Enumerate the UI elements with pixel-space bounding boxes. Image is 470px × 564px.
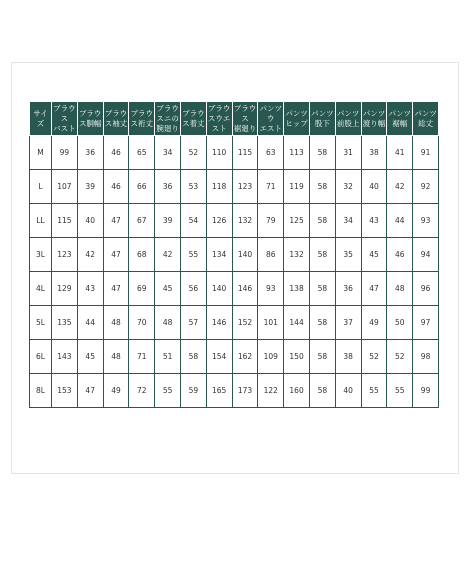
measurement-cell: 50 bbox=[387, 306, 413, 340]
size-chart-table bbox=[29, 101, 439, 408]
measurement-cell: 67 bbox=[129, 204, 155, 238]
header-blouse-yuki-length: ブラウ ス裄丈 bbox=[129, 102, 155, 136]
measurement-cell: 115 bbox=[52, 204, 78, 238]
measurement-cell: 86 bbox=[258, 238, 284, 272]
measurement-cell: 31 bbox=[335, 136, 361, 170]
header-pants-waist: パンツウ エスト bbox=[258, 102, 284, 136]
measurement-cell: 91 bbox=[413, 136, 439, 170]
measurement-cell: 98 bbox=[413, 340, 439, 374]
header-blouse-hem: ブラウス 裾廻り bbox=[232, 102, 258, 136]
measurement-cell: 46 bbox=[103, 170, 129, 204]
table-row bbox=[30, 374, 439, 408]
measurement-cell: 55 bbox=[155, 374, 181, 408]
measurement-cell: 58 bbox=[309, 238, 335, 272]
measurement-cell: 109 bbox=[258, 340, 284, 374]
measurement-cell: 48 bbox=[387, 272, 413, 306]
measurement-cell: 58 bbox=[309, 340, 335, 374]
measurement-cell: 40 bbox=[335, 374, 361, 408]
measurement-cell: 40 bbox=[361, 170, 387, 204]
measurement-cell: 115 bbox=[232, 136, 258, 170]
header-pants-inseam: パンツ 股下 bbox=[309, 102, 335, 136]
size-label-cell: 6L bbox=[30, 340, 52, 374]
measurement-cell: 125 bbox=[284, 204, 310, 238]
measurement-cell: 42 bbox=[77, 238, 103, 272]
measurement-cell: 173 bbox=[232, 374, 258, 408]
measurement-cell: 122 bbox=[258, 374, 284, 408]
measurement-cell: 70 bbox=[129, 306, 155, 340]
measurement-cell: 118 bbox=[206, 170, 232, 204]
measurement-cell: 144 bbox=[284, 306, 310, 340]
measurement-cell: 107 bbox=[52, 170, 78, 204]
measurement-cell: 146 bbox=[206, 306, 232, 340]
header-size: サイズ bbox=[30, 102, 52, 136]
measurement-cell: 113 bbox=[284, 136, 310, 170]
measurement-cell: 92 bbox=[413, 170, 439, 204]
measurement-cell: 132 bbox=[232, 204, 258, 238]
measurement-cell: 71 bbox=[258, 170, 284, 204]
measurement-cell: 47 bbox=[103, 272, 129, 306]
measurement-cell: 55 bbox=[361, 374, 387, 408]
measurement-cell: 42 bbox=[387, 170, 413, 204]
measurement-cell: 38 bbox=[361, 136, 387, 170]
measurement-cell: 47 bbox=[361, 272, 387, 306]
measurement-cell: 39 bbox=[77, 170, 103, 204]
measurement-cell: 34 bbox=[335, 204, 361, 238]
measurement-cell: 45 bbox=[77, 340, 103, 374]
measurement-cell: 43 bbox=[361, 204, 387, 238]
measurement-cell: 160 bbox=[284, 374, 310, 408]
measurement-cell: 58 bbox=[309, 272, 335, 306]
header-blouse-length: ブラウ ス着丈 bbox=[180, 102, 206, 136]
measurement-cell: 97 bbox=[413, 306, 439, 340]
measurement-cell: 99 bbox=[52, 136, 78, 170]
measurement-cell: 44 bbox=[77, 306, 103, 340]
measurement-cell: 162 bbox=[232, 340, 258, 374]
header-row bbox=[30, 102, 439, 136]
measurement-cell: 96 bbox=[413, 272, 439, 306]
size-label-cell: 8L bbox=[30, 374, 52, 408]
measurement-cell: 123 bbox=[232, 170, 258, 204]
measurement-cell: 57 bbox=[180, 306, 206, 340]
size-label-cell: L bbox=[30, 170, 52, 204]
measurement-cell: 51 bbox=[155, 340, 181, 374]
measurement-cell: 126 bbox=[206, 204, 232, 238]
table-row bbox=[30, 272, 439, 306]
header-blouse-bust: ブラウス バスト bbox=[52, 102, 78, 136]
measurement-cell: 32 bbox=[335, 170, 361, 204]
measurement-cell: 110 bbox=[206, 136, 232, 170]
measurement-cell: 138 bbox=[284, 272, 310, 306]
header-pants-total-length: パンツ 総丈 bbox=[413, 102, 439, 136]
measurement-cell: 56 bbox=[180, 272, 206, 306]
header-blouse-upper-arm: ブラウ スニの 腕廻り bbox=[155, 102, 181, 136]
measurement-cell: 48 bbox=[155, 306, 181, 340]
measurement-cell: 58 bbox=[309, 170, 335, 204]
measurement-cell: 101 bbox=[258, 306, 284, 340]
measurement-cell: 47 bbox=[103, 204, 129, 238]
measurement-cell: 55 bbox=[387, 374, 413, 408]
measurement-cell: 150 bbox=[284, 340, 310, 374]
measurement-cell: 55 bbox=[180, 238, 206, 272]
measurement-cell: 42 bbox=[155, 238, 181, 272]
measurement-cell: 146 bbox=[232, 272, 258, 306]
size-label-cell: 3L bbox=[30, 238, 52, 272]
measurement-cell: 46 bbox=[103, 136, 129, 170]
measurement-cell: 48 bbox=[103, 340, 129, 374]
measurement-cell: 47 bbox=[103, 238, 129, 272]
measurement-cell: 153 bbox=[52, 374, 78, 408]
measurement-cell: 143 bbox=[52, 340, 78, 374]
measurement-cell: 49 bbox=[103, 374, 129, 408]
measurement-cell: 43 bbox=[77, 272, 103, 306]
table-row bbox=[30, 170, 439, 204]
measurement-cell: 134 bbox=[206, 238, 232, 272]
header-blouse-waist: ブラウ スウエ スト bbox=[206, 102, 232, 136]
measurement-cell: 58 bbox=[309, 204, 335, 238]
table-body bbox=[30, 136, 439, 408]
measurement-cell: 165 bbox=[206, 374, 232, 408]
measurement-cell: 41 bbox=[387, 136, 413, 170]
measurement-cell: 53 bbox=[180, 170, 206, 204]
measurement-cell: 66 bbox=[129, 170, 155, 204]
measurement-cell: 58 bbox=[180, 340, 206, 374]
measurement-cell: 58 bbox=[309, 306, 335, 340]
size-label-cell: M bbox=[30, 136, 52, 170]
measurement-cell: 132 bbox=[284, 238, 310, 272]
measurement-cell: 79 bbox=[258, 204, 284, 238]
measurement-cell: 69 bbox=[129, 272, 155, 306]
measurement-cell: 59 bbox=[180, 374, 206, 408]
measurement-cell: 44 bbox=[387, 204, 413, 238]
header-blouse-body-width: ブラウ ス胴幅 bbox=[77, 102, 103, 136]
measurement-cell: 37 bbox=[335, 306, 361, 340]
measurement-cell: 140 bbox=[206, 272, 232, 306]
measurement-cell: 123 bbox=[52, 238, 78, 272]
measurement-cell: 58 bbox=[309, 374, 335, 408]
header-pants-front-rise: パンツ 前股上 bbox=[335, 102, 361, 136]
size-label-cell: LL bbox=[30, 204, 52, 238]
measurement-cell: 135 bbox=[52, 306, 78, 340]
measurement-cell: 49 bbox=[361, 306, 387, 340]
table-row bbox=[30, 306, 439, 340]
measurement-cell: 46 bbox=[387, 238, 413, 272]
measurement-cell: 119 bbox=[284, 170, 310, 204]
header-blouse-sleeve-length: ブラウ ス袖丈 bbox=[103, 102, 129, 136]
header-pants-thigh-width: パンツ 渡り幅 bbox=[361, 102, 387, 136]
measurement-cell: 48 bbox=[103, 306, 129, 340]
measurement-cell: 94 bbox=[413, 238, 439, 272]
measurement-cell: 93 bbox=[258, 272, 284, 306]
measurement-cell: 58 bbox=[309, 136, 335, 170]
measurement-cell: 47 bbox=[77, 374, 103, 408]
measurement-cell: 36 bbox=[77, 136, 103, 170]
measurement-cell: 36 bbox=[335, 272, 361, 306]
table-row bbox=[30, 204, 439, 238]
measurement-cell: 52 bbox=[387, 340, 413, 374]
measurement-cell: 40 bbox=[77, 204, 103, 238]
measurement-cell: 152 bbox=[232, 306, 258, 340]
measurement-cell: 71 bbox=[129, 340, 155, 374]
measurement-cell: 63 bbox=[258, 136, 284, 170]
size-label-cell: 5L bbox=[30, 306, 52, 340]
measurement-cell: 140 bbox=[232, 238, 258, 272]
measurement-cell: 36 bbox=[155, 170, 181, 204]
measurement-cell: 34 bbox=[155, 136, 181, 170]
measurement-cell: 38 bbox=[335, 340, 361, 374]
measurement-cell: 65 bbox=[129, 136, 155, 170]
measurement-cell: 52 bbox=[361, 340, 387, 374]
measurement-cell: 154 bbox=[206, 340, 232, 374]
size-label-cell: 4L bbox=[30, 272, 52, 306]
measurement-cell: 45 bbox=[155, 272, 181, 306]
header-pants-hem-width: パンツ 裾幅 bbox=[387, 102, 413, 136]
measurement-cell: 45 bbox=[361, 238, 387, 272]
measurement-cell: 93 bbox=[413, 204, 439, 238]
measurement-cell: 99 bbox=[413, 374, 439, 408]
table-row bbox=[30, 136, 439, 170]
measurement-cell: 35 bbox=[335, 238, 361, 272]
table-row bbox=[30, 340, 439, 374]
header-pants-hip: パンツ ヒップ bbox=[284, 102, 310, 136]
table-row bbox=[30, 238, 439, 272]
measurement-cell: 52 bbox=[180, 136, 206, 170]
measurement-cell: 54 bbox=[180, 204, 206, 238]
measurement-cell: 72 bbox=[129, 374, 155, 408]
measurement-cell: 68 bbox=[129, 238, 155, 272]
measurement-cell: 129 bbox=[52, 272, 78, 306]
measurement-cell: 39 bbox=[155, 204, 181, 238]
